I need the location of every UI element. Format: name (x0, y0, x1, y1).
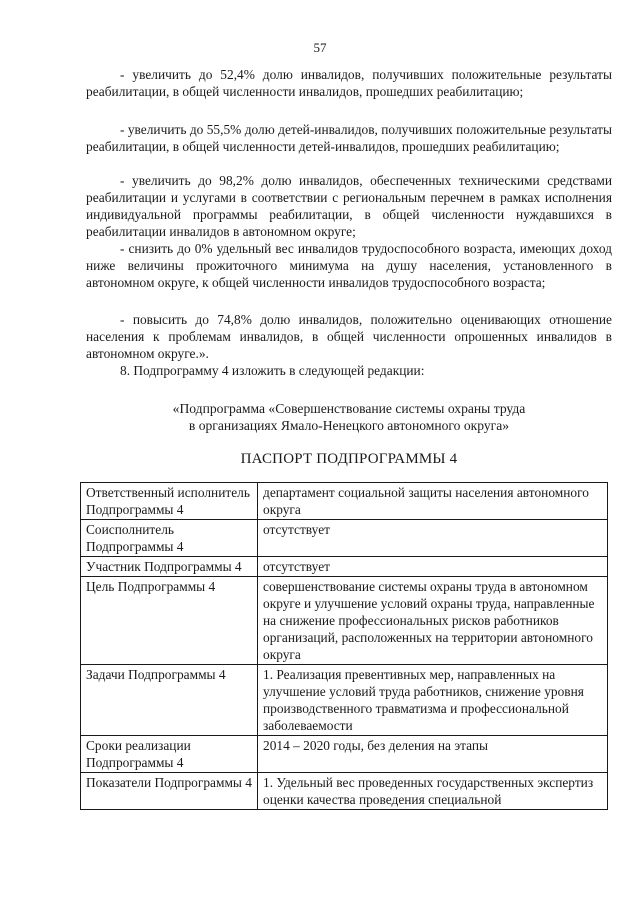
table-row (81, 483, 608, 520)
row-label: Задачи Подпрограммы 4 (81, 665, 258, 736)
table-row (81, 520, 608, 557)
row-value: совершенствование системы охраны труда в автономном округе и улучшение условий охраны труда, направленные на снижение профессиональных рисков работников организаций, расположенных на территории автономного округа (258, 577, 608, 665)
row-value: отсутствует (258, 520, 608, 557)
row-value: 2014 – 2020 годы, без деления на этапы (258, 736, 608, 773)
page-number: 57 (313, 40, 327, 55)
passport-table (80, 482, 608, 810)
paragraph-children-rehab: - увеличить до 55,5% долю детей-инвалидов, получивших положительные результаты реабилитации, в общей численности детей-инвалидов, прошедших реабилитацию; (86, 122, 612, 154)
paragraph-disabled-rehab: - увеличить до 52,4% долю инвалидов, получивших положительные результаты реабилитации, в общей численности инвалидов, прошедших реабилитацию; (86, 67, 612, 99)
table-row (81, 665, 608, 736)
row-value: департамент социальной защиты населения автономного округа (258, 483, 608, 520)
row-value: 1. Удельный вес проведенных государственных экспертиз оценки качества проведения специальной (258, 773, 608, 810)
row-label: Ответственный исполнитель Подпрограммы 4 (81, 483, 258, 520)
table-row (81, 773, 608, 810)
row-label: Участник Подпрограммы 4 (81, 557, 258, 577)
row-label: Показатели Подпрограммы 4 (81, 773, 258, 810)
row-label: Цель Подпрограммы 4 (81, 577, 258, 665)
subprogram-heading-line-1: «Подпрограмма «Совершенствование системы охраны труда (172, 401, 526, 416)
row-label: Сроки реализации Подпрограммы 4 (81, 736, 258, 773)
paragraph-item-8: 8. Подпрограмму 4 изложить в следующей редакции: (120, 363, 425, 378)
row-label: Соисполнитель Подпрограммы 4 (81, 520, 258, 557)
subprogram-heading-line-2: в организациях Ямало-Ненецкого автономного округа» (188, 418, 510, 433)
passport-title: ПАСПОРТ ПОДПРОГРАММЫ 4 (240, 451, 458, 467)
row-value: 1. Реализация превентивных мер, направленных на улучшение условий труда работников, снижение уровня производственного травматизма и профессиональной заболеваемости (258, 665, 608, 736)
table-row (81, 736, 608, 773)
row-value: отсутствует (258, 557, 608, 577)
table-row (81, 557, 608, 577)
table-row (81, 577, 608, 665)
paragraph-attitude: - повысить до 74,8% долю инвалидов, положительно оценивающих отношение населения к проблемам инвалидов, в общей численности опрошенных инвалидов в автономном округе.». (86, 312, 612, 361)
paragraph-technical-means: - увеличить до 98,2% долю инвалидов, обеспеченных техническими средствами реабилитации и услугами в соответствии с региональным перечнем в рамках исполнения индивидуальной программы реабилитации, в общей численности нуждавшихся в реабилитации инвалидов в автономном округе; (86, 173, 612, 239)
paragraph-income: - снизить до 0% удельный вес инвалидов трудоспособного возраста, имеющих доход ниже величины прожиточного минимума на душу населения, установленного в автономном округе, к общей численности инвалидов трудоспособного возраста; (86, 241, 612, 290)
